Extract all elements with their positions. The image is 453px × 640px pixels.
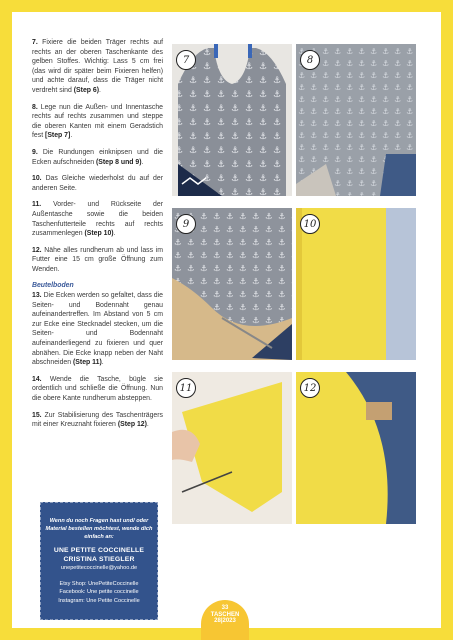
step-11: 11. Vorder- und Rückseite der Außentasche sowie die beiden Taschenfutterteile rechts auf rechts zusammenlegen (Step 10). bbox=[32, 201, 163, 238]
instagram-link[interactable]: Instagram: Une Petite Coccinelle bbox=[58, 597, 140, 604]
step-8-photo bbox=[296, 44, 416, 196]
page-number: 33 bbox=[221, 605, 229, 611]
step-9: 9. Die Rundungen einknipsen und die Ecken aufschneiden (Step 8 und 9). bbox=[32, 148, 163, 166]
step-12: 12. Nähe alles rundherum ab und lass im Futter eine 15 cm große Öffnung zum Wenden. bbox=[32, 246, 164, 273]
scissors-icon: ✂ bbox=[46, 614, 53, 623]
step-12-photo bbox=[296, 372, 416, 524]
infobox-intro: Wenn du noch Fragen hast und/ oder Material bestellen möchtest, wende dich einfach an: bbox=[45, 518, 153, 540]
step-7-photo bbox=[172, 44, 292, 196]
page-footer bbox=[201, 600, 249, 640]
subheading-beutelboden: Beutelboden bbox=[32, 282, 74, 290]
contact-infobox bbox=[40, 502, 158, 620]
shop-name: UNE PETITE COCCINELLE bbox=[53, 547, 145, 554]
magazine-title: TASCHEN bbox=[210, 611, 240, 618]
step-badge: 12 bbox=[300, 378, 320, 398]
issue-number: 28|2023 bbox=[214, 618, 236, 624]
step-10-photo bbox=[296, 208, 416, 360]
step-14: 14. Wende die Tasche, bügle sie ordentlich und schließe die Öffnung. Nun die obere Kante rundherum absteppen. bbox=[32, 375, 163, 402]
step-badge: 10 bbox=[300, 214, 320, 234]
step-15: 15. Zur Stabilisierung des Taschenträgers mit einer Kreuznaht fixieren (Step 12). bbox=[32, 411, 163, 429]
step-badge: 9 bbox=[176, 214, 196, 234]
etsy-link[interactable]: Etsy Shop: UnePetiteCoccinelle bbox=[59, 581, 139, 588]
step-13: 13. Die Ecken werden so gefaltet, dass die Seiten- und Bodennaht genau aufeinandertreffen. Im Abstand von 5 cm zur Ecke eine Stecknadel stecken, um die Seiten- und Bodennaht aufeinanderliegend zu fixieren und quer abnähen. Die Ecke knapp neben der Naht abschneiden (Step 11). bbox=[32, 292, 163, 367]
step-10: 10. Das Gleiche wiederholst du auf der anderen Seite. bbox=[32, 175, 164, 192]
email-link[interactable]: unepetitecoccinelle@yahoo.de bbox=[60, 565, 138, 572]
facebook-link[interactable]: Facebook: Une petite coccinelle bbox=[59, 589, 139, 596]
step-9-photo bbox=[172, 208, 292, 360]
step-badge: 8 bbox=[300, 50, 320, 70]
step-11-photo bbox=[172, 372, 292, 524]
page bbox=[12, 12, 441, 628]
author-name: CRISTINA STIEGLER bbox=[63, 555, 135, 563]
step-badge: 11 bbox=[176, 378, 196, 398]
instructions-column bbox=[32, 38, 163, 437]
step-7: 7. Fixiere die beiden Träger rechts auf rechts an der oberen Taschenkante des gelben Stoffes. Wichtig: Lass 5 cm frei (das wird dir später beim Fixieren helfen) und achte darauf, dass die Träger nicht verdreht sind (Step 6). bbox=[32, 39, 163, 94]
step-8: 8. Lege nun die Außen- und Innentasche rechts auf rechts zusammen und steppe die oberen Kanten mit einem Geradstich fest [Step 7]. bbox=[32, 103, 163, 140]
step-badge: 7 bbox=[176, 50, 196, 70]
